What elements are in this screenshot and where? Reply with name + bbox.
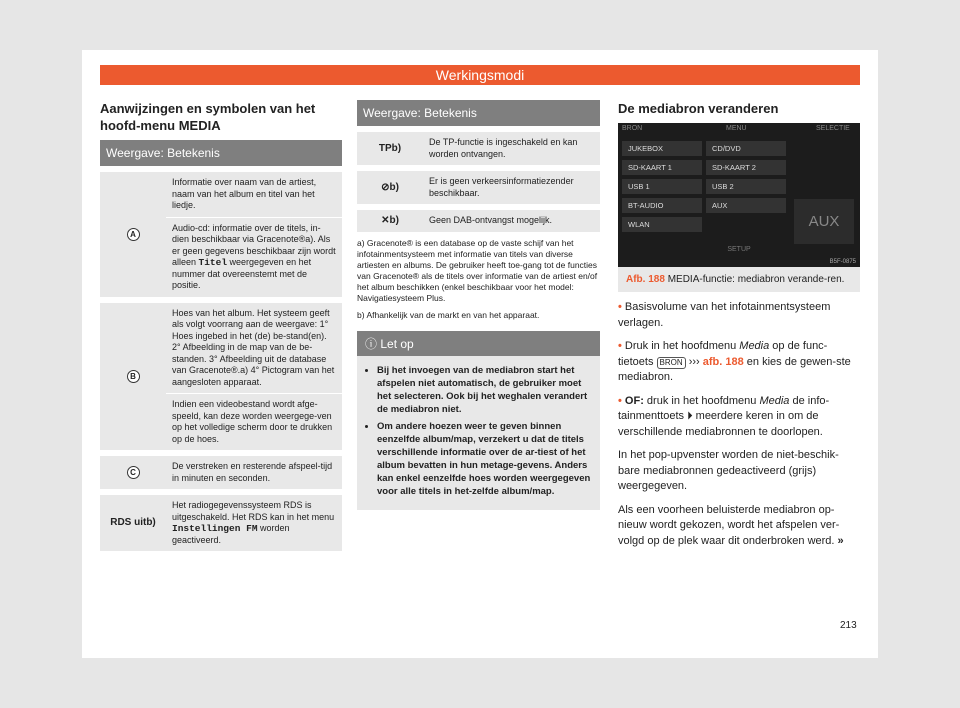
source-bt-audio[interactable]: BT-AUDIO xyxy=(622,198,702,213)
table-cell: Informatie over naam van de artiest, naam van het album en titel van het liedje. xyxy=(166,169,342,217)
page-number: 213 xyxy=(840,620,857,631)
table-cell: De verstreken en resterende afspeel-tijd in minuten en seconden. xyxy=(166,453,342,492)
no-signal-icon: ✕ xyxy=(381,215,390,226)
footnote: a) Gracenote® is een database op de vaste schijf van het infotainmentsysteem met informatie van titels van diverse artiesten en albums. De gebruiker heeft toe-gang tot de functies van Gracenote® als de titels over informatie van de artiest en/of het album beschikken (enkel beschikbaar voor het model: Navigatiesysteem Plus. xyxy=(357,237,598,303)
source-sd-2[interactable]: SD-KAART 2 xyxy=(706,160,786,175)
source-jukebox[interactable]: JUKEBOX xyxy=(622,141,702,156)
list-item: • Bij het invoegen van de mediabron start het afspelen niet automatisch, de gebruiker moet het selecteren. Ook bij het weghalen verandert de mediabron niet. xyxy=(377,364,592,416)
continue-mark: » xyxy=(837,534,844,547)
table-cell: Audio-cd: informatie over de titels, in-dien beschikbaar via Gracenote®a). Als er geen gegevens beschikbaar zijn wordt alleen Titel weergegeven en het nummer dat overeenstemt met de positie. xyxy=(166,217,342,300)
source-usb-2[interactable]: USB 2 xyxy=(706,179,786,194)
source-usb-1[interactable]: USB 1 xyxy=(622,179,702,194)
note-title: ⓘ Let op xyxy=(357,331,600,356)
symbol-table xyxy=(100,166,342,551)
table-row xyxy=(357,129,600,168)
table-cell: Hoes van het album. Het systeem geeft als volgt voorrang aan de weergave: 1° Hoes ingebed in het (de) be-stand(en). 2° Afbeelding in de map van de be-standen. 3° Afbeelding uit de database van Gracenote®.a) 4° Pictogram van het aangesloten apparaat. xyxy=(166,300,342,394)
step: • OF: druk in het hoofdmenu Media de info-tainmenttoets ⏵ meerdere keren in om de verschillende mediabronnen te doorlopen. xyxy=(618,394,830,438)
bron-key: BRON xyxy=(657,357,686,369)
paragraph: Als een voorheen beluisterde mediabron op-nieuw wordt gekozen, wordt het afspelen ver-volgd op de plek waar dit onderbroken werd. » xyxy=(618,503,844,547)
marker-b: B xyxy=(127,370,140,383)
source-wlan[interactable]: WLAN xyxy=(622,217,702,232)
table-cell: Het radiogegevenssysteem RDS is uitgeschakeld. Het RDS kan in het menu Instellingen FM worden geactiveerd. xyxy=(166,492,342,551)
marker-c: C xyxy=(127,466,140,479)
setup-button[interactable]: SETUP xyxy=(727,246,751,253)
figure-code: B5F-0875 xyxy=(829,259,856,265)
symbol-table xyxy=(357,126,600,232)
table-row xyxy=(100,492,342,551)
marker-a: A xyxy=(127,228,140,241)
paragraph: In het pop-upvenster worden de niet-beschik-bare mediabronnen gedeactiveerd (grijs) weergegeven. xyxy=(618,449,839,492)
source-aux[interactable]: AUX xyxy=(706,198,786,213)
note-box xyxy=(357,331,600,510)
source-sd-1[interactable]: SD-KAART 1 xyxy=(622,160,702,175)
table-cell: Indien een videobestand wordt afge-speeld, kan deze worden weergege-ven op het volledige scherm door te drukken op de hoes. xyxy=(166,394,342,454)
column-left xyxy=(100,100,342,551)
section-header: Werkingsmodi xyxy=(100,65,860,85)
tab-menu[interactable]: MENU xyxy=(726,125,747,132)
column-right xyxy=(618,100,860,557)
table-key: TPb) xyxy=(357,129,423,168)
table-cell: De TP-functie is ingeschakeld en kan worden ontvangen. xyxy=(423,129,600,168)
column-middle xyxy=(357,100,600,510)
table-row xyxy=(100,453,342,492)
body-text xyxy=(618,300,860,549)
step: • Basisvolume van het infotainmentsysteem verlagen. xyxy=(618,301,831,329)
section-heading: De mediabron veranderen xyxy=(618,101,779,116)
info-icon: ⓘ xyxy=(365,336,381,351)
table-cell: Er is geen verkeersinformatiezender beschikbaar. xyxy=(423,168,600,207)
table-key: RDS uitb) xyxy=(100,492,166,551)
source-cd-dvd[interactable]: CD/DVD xyxy=(706,141,786,156)
footnote: b) Afhankelijk van de markt en van het apparaat. xyxy=(357,309,540,320)
list-item: • Om andere hoezen weer te geven binnen eenzelfde album/map, verzekert u dat de titels verschillende informatie over de ar-tiest of het album bevatten in hun metage-gevens. Anders kan enkel eenzelfde hoes worden weergegeven voor alle titels in het-zelfde album/map. xyxy=(377,420,592,498)
table-heading: Aanwijzingen en symbolen van het hoofd-menu MEDIA xyxy=(100,101,316,133)
table-row: ✕b) Geen DAB-ontvangst mogelijk. xyxy=(357,207,600,232)
no-traffic-icon: ⊘ xyxy=(381,181,390,193)
aux-label: AUX xyxy=(794,199,854,244)
step: • Druk in het hoofdmenu Media op de func-tietoets BRON ››› afb. 188 en kies de gewen-ste mediabron. xyxy=(618,340,851,383)
table-row xyxy=(100,300,342,394)
table-row: ⊘b) Er is geen verkeersinformatiezender beschikbaar. xyxy=(357,168,600,207)
table-row xyxy=(100,169,342,217)
next-icon: ⏵ xyxy=(687,410,693,422)
table-head: Weergave: Betekenis xyxy=(357,100,600,126)
table-cell: Geen DAB-ontvangst mogelijk. xyxy=(423,207,600,232)
table-head: Weergave: Betekenis xyxy=(100,140,342,166)
media-screen-figure xyxy=(618,123,860,267)
tab-selectie[interactable]: SELECTIE xyxy=(816,125,850,132)
figure-caption: Afb. 188 MEDIA-functie: mediabron verande-ren. xyxy=(618,267,860,292)
tab-bron[interactable]: BRON xyxy=(622,125,643,132)
